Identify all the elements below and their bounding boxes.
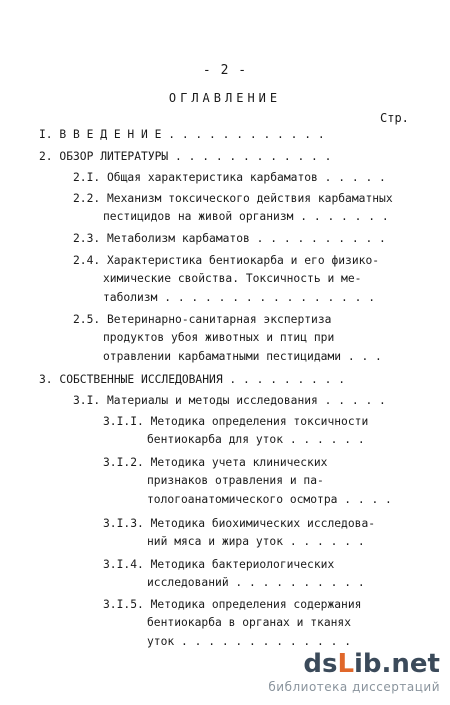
toc-entry-line: пестицидов на живой организм . . . . . . . [103,210,389,223]
watermark-logo-rest: ib.net [354,649,440,679]
toc-entry-line: отравлении карбаматными пестицидами . . . [103,350,382,363]
toc-entry-line: 2.4. Характеристика бентиокарба и его физико- [73,254,380,267]
toc-entry-line: продуктов убоя животных и птиц при [103,331,335,344]
toc-entry-line: 2.3. Метаболизм карбаматов . . . . . . . . . . [73,232,386,245]
toc-entry-line: исследований . . . . . . . . . . [147,576,365,589]
toc-entry-line: бентиокарба для уток . . . . . . [147,433,365,446]
toc-entry-line: 3.I.4. Методика бактериологических [103,558,335,571]
page-title: ОГЛАВЛЕНИЕ [168,91,282,105]
toc-entry-line: тологоанатомического осмотра . . . . [147,493,392,506]
toc-entry-line: 2. ОБЗОР ЛИТЕРАТУРЫ . . . . . . . . . . . . [39,150,332,163]
toc-entry-line: 3.I. Материалы и методы исследования . . . . . [73,394,386,407]
toc-entry-line: 3.I.I. Методика определения токсичности [103,415,369,428]
page-number: - 2 - [202,63,248,78]
toc-entry-line: таболизм . . . . . . . . . . . . . . . . [103,291,376,304]
toc-entry-line: 3.I.5. Методика определения содержания [103,598,362,611]
toc-entry-line: 3. СОБСТВЕННЫЕ ИССЛЕДОВАНИЯ . . . . . . . . . [39,373,346,386]
page-column-label: Стр. [380,111,409,125]
watermark-subtitle: библиотека диссертаций [268,680,440,694]
toc-entry-line: 3.I.3. Методика биохимических исследова- [103,517,376,530]
toc-entry-line: 2.2. Механизм токсического действия карбаматных [73,192,393,205]
toc-entry-line: 3.I.2. Методика учета клинических [103,456,328,469]
watermark-logo [268,650,440,678]
toc-entry-line: 2.I. Общая характеристика карбаматов . . . . . [73,171,386,184]
toc-entry-line: признаков отравления и па- [147,474,324,487]
toc-entry-line: уток . . . . . . . . . . . . . [147,635,352,648]
toc-entry-line: I. В В Е Д Е Н И Е . . . . . . . . . . . . [39,128,325,141]
watermark-logo-l: L [337,649,355,679]
toc-entry-line: химические свойства. Токсичность и ме- [103,272,362,285]
toc-entry-line: 2.5. Ветеринарно-санитарная экспертиза [73,313,332,326]
watermark [268,650,440,694]
toc-entry-line: бентиокарба в органах и тканях [147,616,352,629]
toc-entry-line: ний мяса и жира уток . . . . . . [147,535,365,548]
watermark-logo-ds: ds [303,649,338,679]
